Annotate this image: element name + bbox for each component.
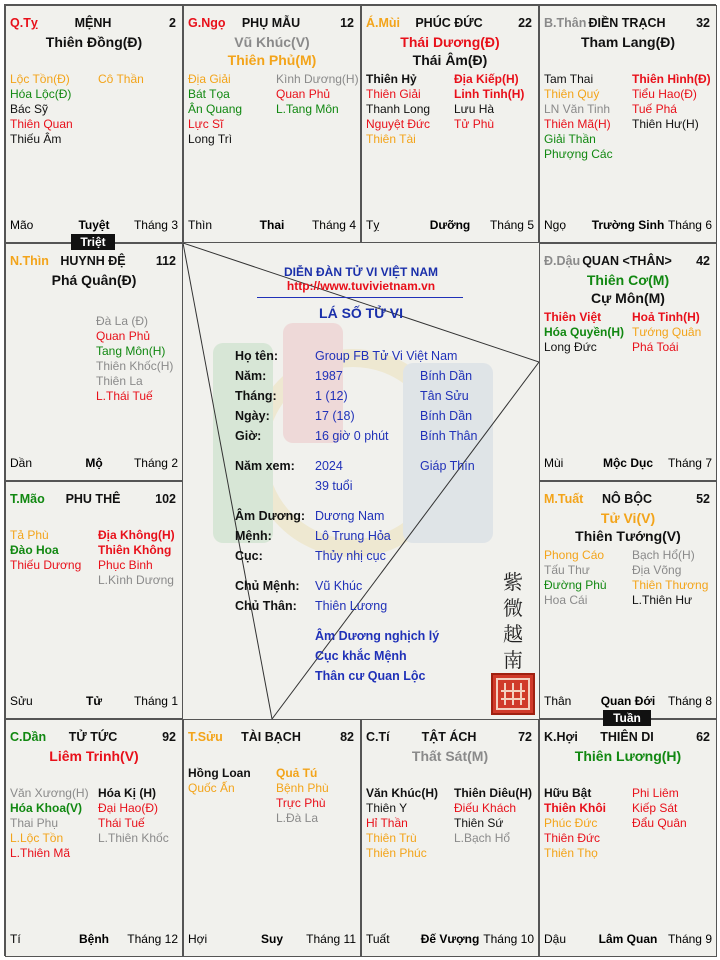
- palace-header: [544, 730, 710, 746]
- value-year: 1987: [315, 369, 343, 383]
- star: Thiên Thương: [632, 578, 709, 592]
- star: Địa Kiếp(H): [454, 72, 519, 86]
- value-chu-than: Thiên Lương: [315, 599, 388, 613]
- star: L.Kình Dương: [98, 573, 174, 587]
- star: Bạch Hổ(H): [632, 548, 695, 562]
- palace-can-chi: B.Thân: [544, 16, 587, 30]
- horoscope-chart: [4, 4, 716, 956]
- star: Địa Không(H): [98, 528, 175, 542]
- palace-age: 52: [696, 492, 710, 506]
- star: Bác Sỹ: [10, 102, 49, 116]
- palace-age: 72: [518, 730, 532, 744]
- seal-glyph: 越: [503, 622, 523, 646]
- minor-stars-right: [96, 314, 173, 404]
- palace-month: Tháng 10: [483, 932, 534, 946]
- palace-header: [10, 730, 176, 746]
- star: Văn Khúc(H): [366, 786, 438, 800]
- star: Long Trì: [188, 132, 233, 146]
- star: Thiên Không: [98, 543, 172, 557]
- palace-direction: Mão: [10, 218, 34, 232]
- palace-header: [10, 492, 176, 508]
- value-cuc: Thủy nhị cục: [315, 549, 386, 563]
- star: Lộc Tồn(Đ): [10, 72, 70, 86]
- palace-can-chi: Á.Mùi: [366, 16, 401, 30]
- palace-name: THIÊN DI: [600, 730, 654, 744]
- minor-stars-left: [10, 72, 73, 147]
- star: Trực Phù: [276, 796, 326, 810]
- value-am-duong: Dương Nam: [315, 509, 385, 523]
- main-star: Thất Sát(M): [411, 748, 489, 764]
- palace-footer: [544, 456, 712, 472]
- seal-text: [501, 569, 525, 673]
- seal-stamp-icon: [491, 673, 535, 715]
- value-age: 39 tuổi: [315, 479, 353, 493]
- palace-can-chi: C.Tí: [366, 730, 390, 744]
- palace-thien-di: [539, 719, 717, 957]
- palace-header: [10, 16, 176, 32]
- palace-name: NÔ BỘC: [602, 492, 652, 506]
- star: Văn Xương(H): [10, 786, 89, 800]
- palace-name: ĐIỀN TRẠCH: [588, 16, 666, 30]
- star: Linh Tinh(H): [454, 87, 525, 101]
- value-month-can-chi: Tân Sửu: [420, 389, 469, 403]
- palace-name: TÀI BẠCH: [241, 730, 301, 744]
- star: Phá Toái: [632, 340, 679, 354]
- palace-month: Tháng 5: [489, 218, 534, 232]
- palace-can-chi: M.Tuất: [544, 492, 584, 506]
- palace-can-chi: N.Thìn: [10, 254, 49, 268]
- star: Thiên Mã(H): [544, 117, 611, 131]
- star: Thiên Hỷ: [366, 72, 417, 86]
- star: L.Thiên Mã: [10, 846, 71, 860]
- star: Địa Giải: [188, 72, 231, 86]
- star: Đẩu Quân: [632, 816, 687, 830]
- value-view-year-can-chi: Giáp Thìn: [420, 459, 475, 473]
- palace-direction: Tỵ: [366, 218, 380, 232]
- note-1: Âm Dương nghịch lý: [315, 629, 440, 643]
- value-view-year: 2024: [315, 459, 343, 473]
- star: Quan Phủ: [96, 329, 151, 343]
- label-cuc: Cục:: [235, 549, 263, 563]
- palace-header: [366, 16, 532, 32]
- palace-name: QUAN <THÂN>: [582, 254, 672, 268]
- star: Điếu Khách: [454, 801, 517, 815]
- palace-name: PHU THÊ: [65, 492, 121, 506]
- star: Tấu Thư: [544, 563, 590, 577]
- palace-month: Tháng 11: [306, 932, 356, 946]
- palace-phase: Lâm Quan: [598, 932, 658, 946]
- palace-footer: [10, 932, 178, 948]
- palace-month: Tháng 12: [127, 932, 178, 946]
- star: Thiên Đức: [544, 831, 601, 845]
- star: Giải Thần: [544, 132, 596, 146]
- palace-age: 102: [155, 492, 176, 506]
- star: Hỉ Thần: [366, 816, 408, 830]
- star: Bát Tọa: [188, 87, 230, 101]
- star: Thiên Tài: [366, 132, 416, 146]
- star: Long Đức: [544, 340, 597, 354]
- star: Thiên Sứ: [454, 816, 504, 830]
- label-year: Năm:: [235, 369, 267, 383]
- palace-month: Tháng 9: [667, 932, 712, 946]
- palace-phase: Tử: [85, 694, 103, 708]
- palace-phase: Suy: [260, 932, 283, 946]
- label-chu-than: Chủ Thân:: [235, 599, 297, 613]
- label-month: Tháng:: [235, 389, 277, 403]
- palace-month: Tháng 1: [133, 694, 178, 708]
- palace-phase: Tuyệt: [78, 218, 110, 232]
- palace-phase: Mộ: [85, 456, 103, 470]
- minor-stars-left: [10, 528, 81, 573]
- palace-phase: Bệnh: [79, 932, 109, 946]
- star: Thiên Y: [366, 801, 408, 815]
- palace-direction: Ngọ: [544, 218, 567, 232]
- palace-footer: [366, 932, 534, 948]
- main-star: Thiên Tướng(V): [575, 528, 681, 544]
- star: Phượng Các: [544, 147, 613, 161]
- minor-stars-left: [544, 72, 613, 162]
- star: Hữu Bật: [544, 786, 592, 800]
- main-star: Tử Vi(V): [600, 510, 656, 526]
- star: Lưu Hà: [454, 102, 495, 116]
- palace-can-chi: C.Dần: [10, 730, 47, 744]
- star: Phục Binh: [98, 558, 153, 572]
- palace-name: MỆNH: [74, 16, 112, 30]
- star: Thiên Khôi: [544, 801, 606, 815]
- value-menh: Lô Trung Hỏa: [315, 529, 391, 543]
- palace-header: [544, 16, 710, 32]
- star: Đường Phù: [544, 578, 607, 592]
- star: Đại Hao(Đ): [98, 801, 159, 815]
- palace-age: 42: [696, 254, 710, 268]
- star: L.Lộc Tồn: [10, 831, 64, 845]
- palace-month: Tháng 6: [667, 218, 712, 232]
- star: Địa Võng: [632, 563, 682, 577]
- main-star: Thiên Cơ(M): [586, 272, 670, 288]
- title-divider: [257, 297, 463, 298]
- palace-footer: [544, 694, 712, 710]
- star: Hóa Kị (H): [98, 786, 156, 800]
- value-year-can-chi: Bính Dần: [420, 369, 473, 383]
- minor-stars-left: [366, 72, 430, 147]
- main-star: Cự Môn(M): [591, 290, 665, 306]
- star: Hóa Khoa(V): [10, 801, 82, 815]
- star: Lực Sĩ: [188, 117, 224, 131]
- minor-stars-right: [632, 548, 708, 608]
- minor-stars-left: [544, 786, 606, 861]
- star: Phi Liêm: [632, 786, 679, 800]
- palace-footer: [544, 932, 712, 948]
- palace-phuc-duc: [361, 5, 539, 243]
- note-3: Thân cư Quan Lộc: [315, 669, 426, 683]
- palace-direction: Tí: [10, 932, 21, 946]
- palace-age: 82: [340, 730, 354, 744]
- minor-stars-right: [98, 72, 144, 87]
- chart-title: LÁ SỐ TỬ VI: [319, 305, 403, 321]
- star: Bệnh Phù: [276, 781, 329, 795]
- palace-can-chi: T.Mão: [10, 492, 45, 506]
- label-menh: Mệnh:: [235, 529, 272, 543]
- label-view-year: Năm xem:: [235, 459, 295, 473]
- palace-footer: [544, 218, 712, 234]
- star: Thiên Quan: [10, 117, 73, 131]
- star: L.Thái Tuế: [96, 389, 153, 403]
- label-chu-menh: Chủ Mệnh:: [235, 579, 300, 593]
- main-star: Thiên Lương(H): [574, 748, 682, 764]
- star: Thiên Khốc(H): [96, 359, 174, 373]
- palace-dien-trach: [539, 5, 717, 243]
- palace-tat-ach: [361, 719, 539, 957]
- star: Phong Cáo: [544, 548, 605, 562]
- main-star: Thái Dương(Đ): [400, 34, 500, 50]
- palace-name: HUYNH ĐỆ: [60, 254, 126, 268]
- seal-glyph: 紫: [503, 570, 523, 594]
- label-hour: Giờ:: [235, 429, 262, 443]
- palace-quan-loc: [539, 243, 717, 481]
- palace-age: 92: [162, 730, 176, 744]
- palace-name: TẬT ÁCH: [421, 730, 477, 744]
- seal-glyph: 微: [503, 596, 523, 620]
- palace-no-boc: [539, 481, 717, 719]
- star: Thiên Thọ: [544, 846, 598, 860]
- star: Quả Tú: [276, 766, 318, 780]
- triet-badge: Triệt: [71, 234, 115, 250]
- palace-age: 22: [518, 16, 532, 30]
- seal-glyph: 南: [503, 648, 523, 672]
- star: L.Bạch Hổ: [454, 831, 511, 845]
- palace-phu-mau: [183, 5, 361, 243]
- star: L.Tang Môn: [276, 102, 339, 116]
- star: Tuế Phá: [632, 102, 677, 116]
- palace-direction: Tuất: [366, 932, 390, 946]
- main-star: Liêm Trinh(V): [49, 748, 139, 764]
- minor-stars-right: [454, 786, 532, 846]
- star: Tiểu Hao(Đ): [632, 87, 697, 101]
- minor-stars-left: [188, 72, 242, 147]
- palace-footer: [10, 456, 178, 472]
- palace-phu-the: [5, 481, 183, 719]
- minor-stars-right: [276, 72, 359, 117]
- palace-header: [188, 16, 354, 32]
- tuan-badge: Tuần: [603, 710, 651, 726]
- palace-phase: Mộc Dục: [602, 456, 653, 470]
- palace-direction: Dậu: [544, 932, 567, 946]
- star: Đào Hoa: [10, 543, 59, 557]
- palace-footer: [366, 218, 534, 234]
- palace-age: 62: [696, 730, 710, 744]
- palace-can-chi: G.Ngọ: [188, 16, 226, 30]
- minor-stars-right: [98, 786, 169, 846]
- star: L.Thiên Khốc: [98, 831, 169, 845]
- value-month: 1 (12): [315, 389, 348, 403]
- palace-name: PHÚC ĐỨC: [415, 16, 483, 30]
- palace-direction: Mùi: [544, 456, 564, 470]
- palace-name: TỬ TỨC: [68, 730, 118, 744]
- palace-age: 12: [340, 16, 354, 30]
- value-hour: 16 giờ 0 phút: [315, 429, 389, 443]
- star: Thiên La: [96, 374, 143, 388]
- minor-stars-right: [632, 310, 701, 355]
- value-chu-menh: Vũ Khúc: [315, 579, 363, 593]
- value-hour-can-chi: Bính Thân: [420, 429, 478, 443]
- center-info-panel: [183, 243, 539, 719]
- palace-footer: [10, 694, 178, 710]
- star: Thiên Hư(H): [632, 117, 699, 131]
- value-day-can-chi: Bính Dần: [420, 409, 473, 423]
- palace-footer: [10, 218, 178, 234]
- palace-age: 112: [155, 254, 176, 268]
- value-day: 17 (18): [315, 409, 355, 423]
- star: L.Đà La: [276, 811, 319, 825]
- palace-tai-bach: [183, 719, 361, 957]
- star: Tướng Quân: [632, 325, 702, 339]
- star: Thanh Long: [366, 102, 431, 116]
- star: Tang Môn(H): [96, 344, 166, 358]
- star: Thiếu Dương: [10, 558, 82, 572]
- palace-can-chi: Q.Tỵ: [10, 16, 38, 30]
- palace-header: [544, 254, 710, 270]
- palace-month: Tháng 4: [311, 218, 356, 232]
- star: Thiên Giải: [366, 87, 421, 101]
- star: Hồng Loan: [188, 766, 251, 780]
- palace-footer: [188, 932, 356, 948]
- palace-tu-tuc: [5, 719, 183, 957]
- label-day: Ngày:: [235, 409, 270, 423]
- minor-stars-right: [454, 72, 524, 132]
- palace-direction: Thân: [544, 694, 572, 708]
- palace-month: Tháng 2: [133, 456, 178, 470]
- star: Hoả Tinh(H): [632, 310, 700, 324]
- star: Thai Phụ: [10, 816, 59, 830]
- star: Quốc Ấn: [188, 781, 235, 795]
- palace-direction: Dần: [10, 456, 33, 470]
- palace-menh: [5, 5, 183, 243]
- palace-can-chi: T.Sửu: [188, 730, 223, 744]
- palace-direction: Hợi: [188, 932, 208, 946]
- palace-phase: Trường Sinh: [591, 218, 665, 232]
- main-star: Thiên Phủ(M): [227, 52, 317, 68]
- minor-stars-right: [632, 72, 711, 132]
- star: Thiên Trù: [366, 831, 417, 845]
- star: Thái Tuế: [98, 816, 145, 830]
- star: Thiên Hình(Đ): [632, 72, 711, 86]
- palace-phase: Đế Vượng: [420, 932, 480, 946]
- star: Quan Phủ: [276, 87, 331, 101]
- star: Nguyệt Đức: [366, 117, 431, 131]
- star: L.Thiên Hư: [632, 593, 693, 607]
- palace-phase: Thai: [259, 218, 285, 232]
- star: Thiếu Âm: [10, 132, 62, 146]
- palace-header: [544, 492, 710, 508]
- star: Tam Thai: [544, 72, 594, 86]
- star: Tử Phù: [454, 117, 495, 131]
- star: Hoa Cái: [544, 593, 588, 607]
- star: Thiên Diêu(H): [454, 786, 532, 800]
- palace-footer: [188, 218, 356, 234]
- note-2: Cục khắc Mệnh: [315, 649, 407, 663]
- palace-direction: Sửu: [10, 694, 33, 708]
- palace-direction: Thìn: [188, 218, 213, 232]
- star: Kình Dương(H): [276, 72, 359, 86]
- palace-age: 32: [696, 16, 710, 30]
- forum-name: DIỄN ĐÀN TỬ VI VIỆT NAM: [284, 265, 438, 279]
- palace-age: 2: [169, 16, 176, 30]
- minor-stars-left: [366, 786, 438, 861]
- value-name: Group FB Tử Vi Việt Nam: [315, 349, 458, 363]
- star: Thiên Quý: [544, 87, 600, 101]
- palace-header: [188, 730, 354, 746]
- minor-stars-left: [188, 766, 251, 796]
- star: Thiên Phúc: [366, 846, 427, 860]
- main-star: Tham Lang(Đ): [580, 34, 676, 50]
- minor-stars-right: [276, 766, 329, 826]
- star: Cô Thần: [98, 72, 144, 86]
- main-star: Phá Quân(Đ): [51, 272, 137, 288]
- label-am-duong: Âm Dương:: [235, 509, 306, 523]
- minor-stars-left: [544, 548, 607, 608]
- main-star: Thiên Đồng(Đ): [45, 34, 143, 50]
- star: Hóa Quyền(H): [544, 325, 625, 339]
- palace-can-chi: K.Hợi: [544, 730, 578, 744]
- main-star: Thái Âm(Đ): [412, 52, 488, 68]
- star: Đà La (Đ): [96, 314, 149, 328]
- label-name: Họ tên:: [235, 349, 279, 363]
- palace-header: [366, 730, 532, 746]
- minor-stars-right: [632, 786, 687, 831]
- palace-header: [10, 254, 176, 270]
- minor-stars-left: [10, 786, 89, 861]
- palace-huynh-de: [5, 243, 183, 481]
- palace-month: Tháng 8: [667, 694, 712, 708]
- palace-can-chi: Đ.Dậu: [544, 254, 581, 268]
- star: Phúc Đức: [544, 816, 598, 830]
- star: Ân Quang: [188, 102, 243, 116]
- star: Kiếp Sát: [632, 801, 678, 815]
- palace-month: Tháng 7: [667, 456, 712, 470]
- minor-stars-right: [98, 528, 175, 588]
- palace-phase: Quan Đới: [600, 694, 656, 708]
- minor-stars-left: [544, 310, 624, 355]
- website-link[interactable]: http://www.tuvivietnam.vn: [286, 279, 436, 293]
- star: Hóa Lộc(Đ): [10, 87, 72, 101]
- palace-name: PHỤ MẪU: [241, 16, 301, 30]
- star: Thiên Việt: [544, 310, 602, 324]
- star: LN Văn Tinh: [544, 102, 611, 116]
- main-star: Vũ Khúc(V): [234, 34, 310, 50]
- palace-month: Tháng 3: [133, 218, 178, 232]
- star: Tả Phù: [10, 528, 49, 542]
- palace-phase: Dưỡng: [429, 218, 471, 232]
